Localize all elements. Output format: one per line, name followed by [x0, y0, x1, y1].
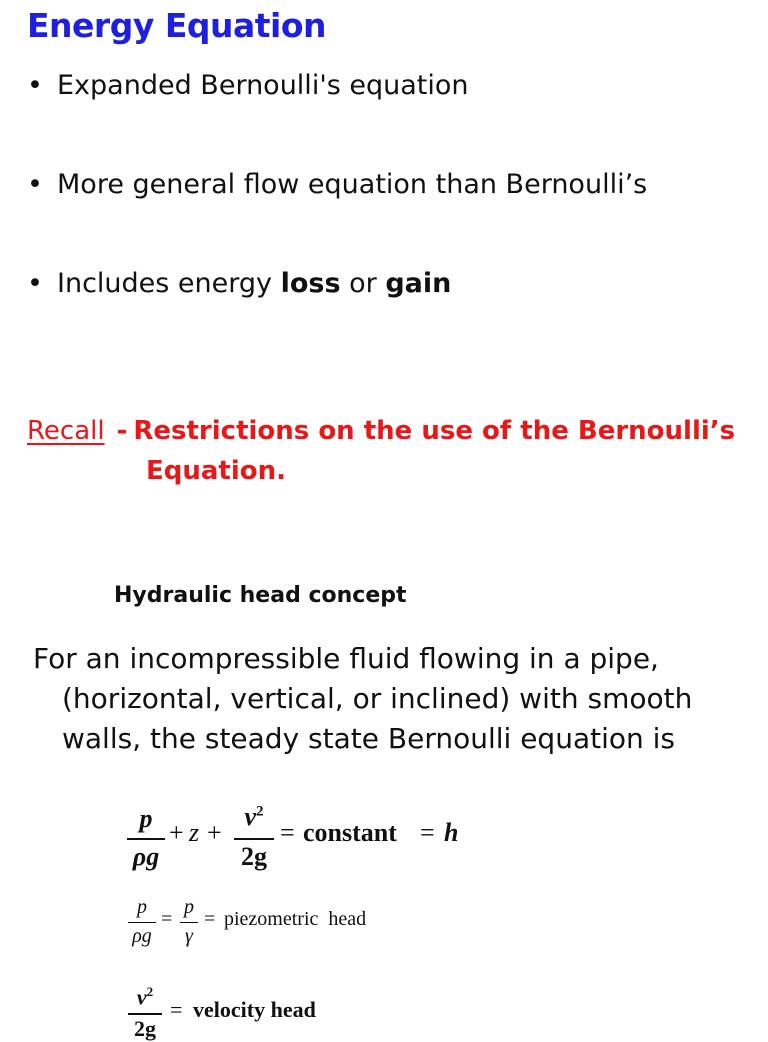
recall-dash: - [116, 416, 128, 446]
bullet-or: or [340, 268, 386, 299]
recall-word: Recall [27, 416, 105, 446]
fraction-v2-over-2g [234, 798, 274, 874]
plus-sign: + [207, 818, 222, 847]
denominator-rho-g: ρg [132, 925, 152, 947]
subheading: Hydraulic head concept [114, 583, 407, 608]
recall-line [27, 416, 735, 446]
velocity-head-label: velocity head [193, 997, 316, 1022]
page-title: Energy Equation [27, 6, 326, 45]
denominator-rho-g: ρg [132, 842, 160, 871]
denominator-2g: 2g [241, 842, 267, 871]
equals-sign: = [280, 818, 295, 847]
emphasis-loss: loss [280, 268, 341, 299]
bullet-item [27, 268, 451, 299]
paragraph-line: For an incompressible fluid flowing in a pipe, [33, 642, 659, 675]
numerator-p: p [184, 896, 194, 918]
numerator-v: v [136, 984, 147, 1010]
paragraph-line: walls, the steady state Bernoulli equation is [62, 722, 676, 755]
bullet-item [27, 169, 647, 200]
fraction-p-over-gamma [180, 896, 198, 952]
piezometric-head-label: piezometric head [224, 908, 367, 930]
equals-sign: = [420, 818, 435, 847]
numerator-p: p [139, 804, 153, 833]
fraction-p-over-rho-g [127, 804, 165, 874]
numerator-v: v [244, 802, 257, 831]
bullet-item [27, 70, 469, 101]
emphasis-gain: gain [385, 268, 452, 299]
bullet-text: More general flow equation than Bernoulli’s [57, 169, 648, 200]
equals-sign: = [161, 908, 173, 930]
fraction-p-over-rho-g [128, 896, 156, 952]
numerator-p: p [137, 896, 147, 918]
exponent: 2 [256, 803, 264, 820]
plus-sign: + [169, 818, 184, 847]
constant-word: constant [303, 818, 397, 847]
variable-h: h [444, 818, 459, 847]
paragraph-line: (horizontal, vertical, or inclined) with smooth [62, 682, 693, 715]
exponent: 2 [146, 984, 154, 999]
bullet-dot-icon: • [27, 268, 43, 299]
variable-z: z [189, 818, 200, 847]
equals-sign: = [204, 908, 216, 930]
denominator-2g: 2g [134, 1016, 156, 1041]
bullet-prefix: Includes energy [57, 268, 281, 299]
bullet-dot-icon: • [27, 169, 43, 200]
fraction-v2-over-2g [128, 980, 162, 1040]
recall-text-continued: Equation. [146, 456, 287, 486]
denominator-gamma: γ [185, 925, 193, 947]
bullet-dot-icon: • [27, 70, 43, 101]
bullet-text: Expanded Bernoulli's equation [57, 70, 469, 101]
recall-text: Restrictions on the use of the Bernoulli’s [133, 416, 736, 446]
equals-sign: = [170, 997, 183, 1022]
